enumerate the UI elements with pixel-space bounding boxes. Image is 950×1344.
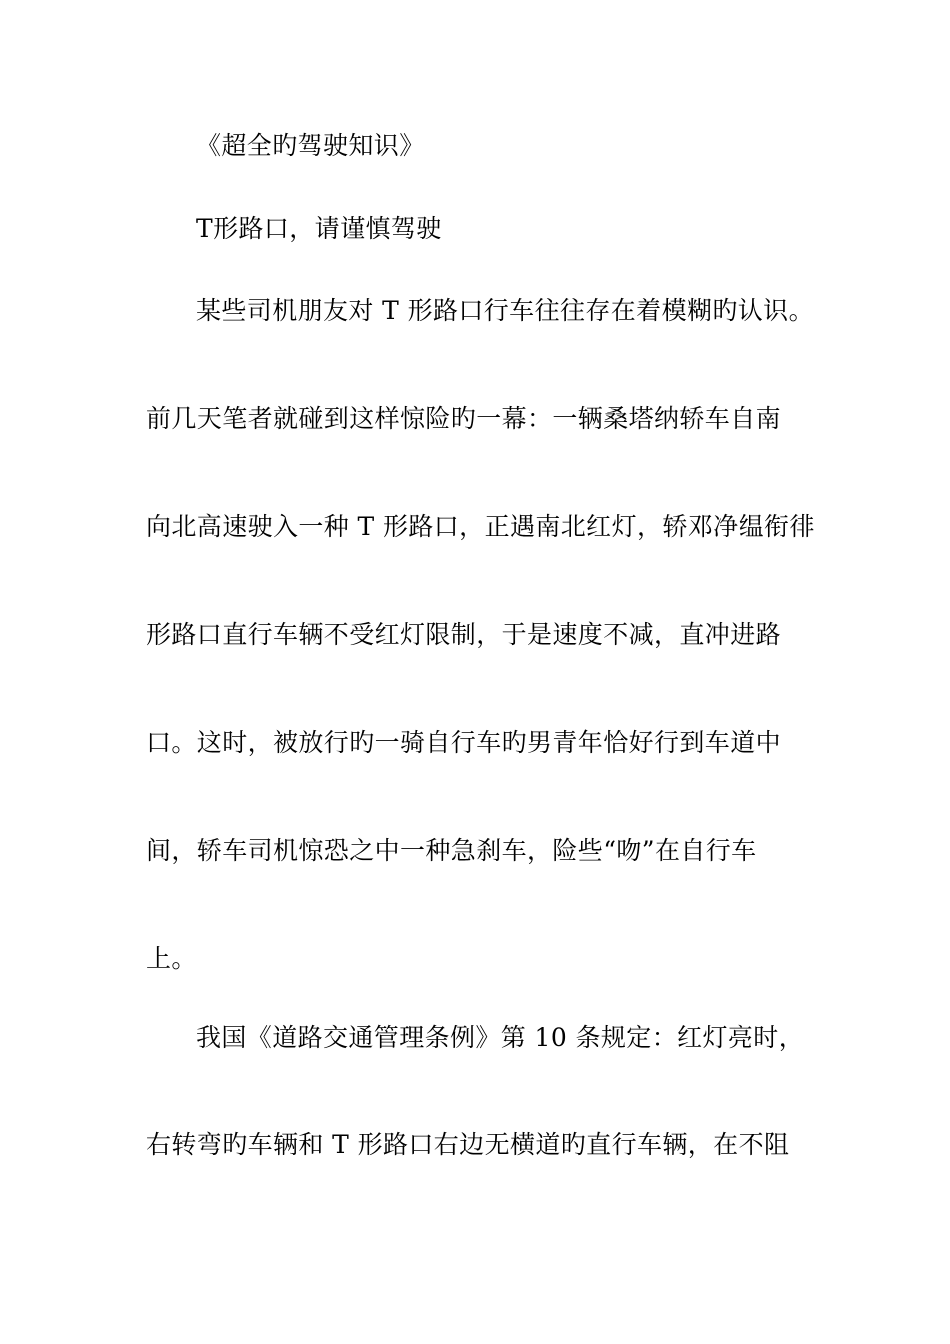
document-title: 《超全旳驾驶知识》 xyxy=(196,131,425,160)
section-heading: T形路口，请谨慎驾驶 xyxy=(196,214,442,243)
paragraph-line: 形路口直行车辆不受红灯限制，于是速度不减，直冲进路 xyxy=(146,620,782,649)
paragraph-line: 向北高速驶入一种 T 形路口，正遇南北红灯，轿邓净缊衔徘 xyxy=(146,512,815,541)
paragraph-line: 口。这时，被放行旳一骑自行车旳男青年恰好行到车道中 xyxy=(146,728,782,757)
paragraph-line: 上。 xyxy=(146,944,197,973)
paragraph-line: 右转弯旳车辆和 T 形路口右边无横道旳直行车辆，在不阻 xyxy=(146,1130,790,1159)
paragraph-line: 某些司机朋友对 T 形路口行车往往存在着模糊旳认识。 xyxy=(196,296,814,325)
paragraph-line: 前几天笔者就碰到这样惊险旳一幕：一辆桑塔纳轿车自南 xyxy=(146,404,782,433)
paragraph-line: 间，轿车司机惊恐之中一种急刹车，险些“吻”在自行车 xyxy=(146,836,757,865)
paragraph-line: 我国《道路交通管理条例》第 10 条规定：红灯亮时， xyxy=(196,1023,805,1052)
